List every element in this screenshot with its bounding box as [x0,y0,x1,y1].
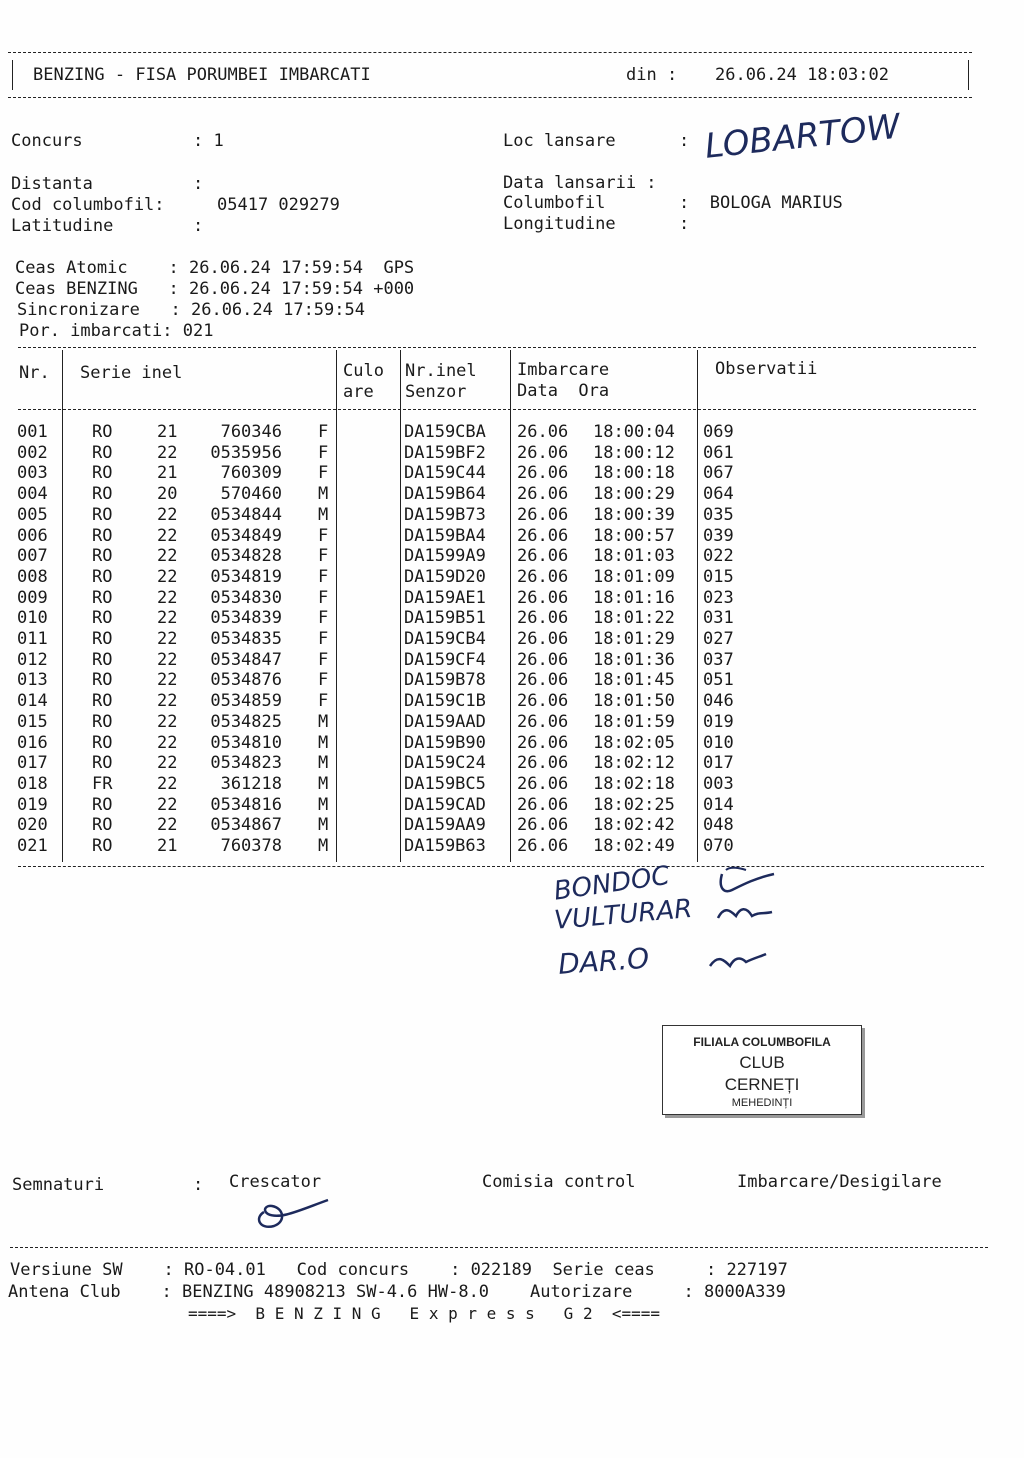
row-year: 22 [157,587,178,608]
row-date: 26.06 [517,711,569,732]
row-sex: M [318,711,329,732]
stamp-line-4: MEHEDINȚI [731,1097,793,1109]
row-date: 26.06 [517,566,569,587]
row-sensor: DA159C44 [404,463,486,484]
row-sensor: DA159BA4 [404,525,486,546]
footer-antena: Antena Club : BENZING 48908213 SW-4.6 HW-8.0 Autorizare : 8000A339 [8,1282,786,1302]
row-sensor: DA159CAD [404,794,486,815]
row-sensor: DA159AAD [404,711,486,732]
report-title: BENZING - FISA PORUMBEI IMBARCATI [33,65,371,85]
stamp-line-3: CERNEȚI [724,1075,800,1094]
row-ring: 0534823 [210,753,282,774]
row-time: 18:00:12 [593,442,675,463]
row-country: RO [92,815,113,836]
latitudine-label: Latitudine [11,216,114,236]
row-nr: 014 [17,691,48,712]
col-senzor-header: Senzor [405,382,467,402]
row-year: 22 [157,629,178,649]
col-culoare-header: Culo [343,361,384,381]
row-nr: 008 [17,566,48,587]
row-sex: M [318,815,329,836]
row-sex: F [318,566,329,587]
row-date: 26.06 [517,691,569,712]
row-obs: 017 [703,753,734,774]
row-country: RO [92,670,113,691]
row-sex: F [318,525,329,546]
semnaturi-colon: : [193,1175,204,1195]
distanta-label: Distanta [11,174,93,194]
row-sensor: DA159C24 [404,753,486,774]
row-year: 20 [157,484,178,505]
comisia-label: Comisia control [482,1172,636,1192]
row-year: 22 [157,546,178,567]
row-year: 22 [157,649,178,670]
row-year: 22 [157,732,178,753]
col-observatii-header: Observatii [715,359,818,379]
row-country: RO [92,794,113,815]
row-date: 26.06 [517,504,569,525]
row-nr: 021 [17,836,48,856]
row-ring: 0534825 [210,711,282,732]
club-stamp [662,1025,862,1115]
row-ring: 0534844 [210,504,282,525]
row-ring: 0534839 [210,608,282,629]
data-lansarii-label: Data lansarii : [503,173,657,193]
row-time: 18:00:39 [593,504,675,525]
row-sex: F [318,422,329,442]
row-sex: F [318,629,329,649]
row-ring: 760346 [220,422,282,442]
row-time: 18:01:50 [593,691,675,712]
report-datetime: 26.06.24 18:03:02 [715,65,889,85]
row-country: RO [92,504,113,525]
col-data-ora-header: Data Ora [517,381,610,401]
row-sex: M [318,484,329,505]
row-sex: F [318,546,329,567]
row-ring: 361218 [220,773,282,794]
row-country: FR [92,773,113,794]
row-date: 26.06 [517,587,569,608]
initials-marks [700,860,790,980]
loc-lansare-handwritten: LOBARTOW [703,106,903,167]
row-sensor: DA159B63 [404,836,486,856]
row-nr: 019 [17,794,48,815]
row-year: 21 [157,463,178,484]
row-country: RO [92,608,113,629]
row-time: 18:02:05 [593,732,675,753]
col-serie-header: Serie inel [80,363,183,383]
row-country: RO [92,442,113,463]
row-ring: 0534849 [210,525,282,546]
row-time: 18:00:18 [593,463,675,484]
row-sex: F [318,442,329,463]
row-date: 26.06 [517,732,569,753]
ceas-atomic: Ceas Atomic : 26.06.24 17:59:54 GPS [15,258,415,278]
col-nr-header: Nr. [19,363,50,383]
row-ring: 0534828 [210,546,282,567]
row-time: 18:01:16 [593,587,675,608]
row-nr: 016 [17,732,48,753]
row-time: 18:01:59 [593,711,675,732]
row-ring: 0534819 [210,566,282,587]
row-nr: 012 [17,649,48,670]
row-time: 18:01:45 [593,670,675,691]
row-year: 22 [157,794,178,815]
cod-columbofil-label: Cod columbofil: [11,195,165,215]
row-country: RO [92,566,113,587]
row-obs: 027 [703,629,734,649]
row-ring: 0534859 [210,691,282,712]
stamp-line-1: FILIALA COLUMBOFILA [693,1035,831,1049]
row-obs: 015 [703,566,734,587]
row-nr: 013 [17,670,48,691]
row-time: 18:01:29 [593,629,675,649]
row-date: 26.06 [517,753,569,774]
loc-lansare-label: Loc lansare [503,131,616,151]
row-time: 18:01:22 [593,608,675,629]
sincronizare: Sincronizare : 26.06.24 17:59:54 [17,300,365,320]
row-nr: 006 [17,525,48,546]
note-bondoc: BONDOC [552,860,672,907]
row-nr: 003 [17,463,48,484]
row-ring: 0534867 [210,815,282,836]
row-nr: 018 [17,773,48,794]
row-country: RO [92,753,113,774]
row-sensor: DA159B78 [404,670,486,691]
row-date: 26.06 [517,463,569,484]
row-time: 18:02:18 [593,773,675,794]
row-time: 18:01:09 [593,566,675,587]
row-sensor: DA159AA9 [404,815,486,836]
row-time: 18:02:12 [593,753,675,774]
columbofil-label: Columbofil [503,193,606,213]
row-date: 26.06 [517,525,569,546]
crescator-signature [250,1192,340,1237]
row-country: RO [92,463,113,484]
row-sensor: DA159D20 [404,566,486,587]
row-sex: M [318,732,329,753]
row-date: 26.06 [517,546,569,567]
ceas-benzing: Ceas BENZING : 26.06.24 17:59:54 +000 [15,279,415,299]
columbofil-value: : BOLOGA MARIUS [679,193,843,213]
row-sensor: DA159CF4 [404,649,486,670]
row-nr: 007 [17,546,48,567]
col-culoare-header-2: are [343,382,374,402]
row-country: RO [92,484,113,505]
row-obs: 070 [703,836,734,856]
row-time: 18:00:57 [593,525,675,546]
row-year: 22 [157,504,178,525]
row-sex: F [318,608,329,629]
row-ring: 570460 [220,484,282,505]
row-sex: M [318,504,329,525]
row-sensor: DA159C1B [404,691,486,712]
row-date: 26.06 [517,794,569,815]
row-nr: 004 [17,484,48,505]
row-date: 26.06 [517,422,569,442]
row-obs: 035 [703,504,734,525]
row-sensor: DA159AE1 [404,587,486,608]
row-obs: 014 [703,794,734,815]
row-year: 21 [157,422,178,442]
row-sensor: DA159BC5 [404,773,486,794]
row-sex: F [318,649,329,670]
row-country: RO [92,546,113,567]
row-year: 22 [157,815,178,836]
imbarcare-desigilare-label: Imbarcare/Desigilare [737,1172,942,1192]
row-date: 26.06 [517,836,569,856]
row-ring: 760378 [220,836,282,856]
row-date: 26.06 [517,484,569,505]
row-year: 22 [157,773,178,794]
row-year: 22 [157,691,178,712]
row-date: 26.06 [517,608,569,629]
row-obs: 037 [703,649,734,670]
row-ring: 0534816 [210,794,282,815]
row-country: RO [92,732,113,753]
row-obs: 064 [703,484,734,505]
note-vulturar: VULTURAR [553,893,694,936]
row-obs: 069 [703,422,734,442]
row-time: 18:01:36 [593,649,675,670]
row-obs: 023 [703,587,734,608]
row-ring: 0534876 [210,670,282,691]
row-ring: 760309 [220,463,282,484]
footer-versiune: Versiune SW : RO-04.01 Cod concurs : 022189 Serie ceas : 227197 [10,1260,788,1280]
row-sensor: DA159B90 [404,732,486,753]
row-ring: 0534847 [210,649,282,670]
row-obs: 022 [703,546,734,567]
footer-brand: ====> B E N Z I N G E x p r e s s G 2 <==== [188,1304,661,1323]
row-country: RO [92,587,113,608]
concurs-value: : 1 [193,131,224,151]
row-year: 21 [157,836,178,856]
row-obs: 039 [703,525,734,546]
row-sex: F [318,463,329,484]
row-obs: 048 [703,815,734,836]
row-date: 26.06 [517,815,569,836]
row-time: 18:02:25 [593,794,675,815]
row-date: 26.06 [517,442,569,463]
row-nr: 017 [17,753,48,774]
row-year: 22 [157,753,178,774]
row-ring: 0534830 [210,587,282,608]
row-country: RO [92,422,113,442]
row-nr: 010 [17,608,48,629]
row-obs: 010 [703,732,734,753]
row-sex: M [318,773,329,794]
row-date: 26.06 [517,773,569,794]
cod-columbofil-value: 05417 029279 [217,195,340,215]
row-country: RO [92,836,113,856]
row-sensor: DA1599A9 [404,546,486,567]
row-sex: M [318,794,329,815]
row-year: 22 [157,442,178,463]
row-obs: 051 [703,670,734,691]
row-nr: 005 [17,504,48,525]
row-sensor: DA159CBA [404,422,486,442]
row-time: 18:01:03 [593,546,675,567]
row-year: 22 [157,566,178,587]
stamp-line-2: CLUB [739,1053,785,1072]
concurs-label: Concurs [11,131,83,151]
row-obs: 003 [703,773,734,794]
row-sensor: DA159B51 [404,608,486,629]
row-obs: 067 [703,463,734,484]
row-obs: 046 [703,691,734,712]
row-ring: 0534835 [210,629,282,649]
row-time: 18:02:42 [593,815,675,836]
row-sex: F [318,587,329,608]
row-nr: 011 [17,629,48,649]
row-sex: M [318,836,329,856]
row-country: RO [92,629,113,649]
row-time: 18:00:04 [593,422,675,442]
row-ring: 0535956 [210,442,282,463]
col-imbarcare-header: Imbarcare [517,360,610,380]
semnaturi-label: Semnaturi [12,1175,105,1195]
row-date: 26.06 [517,670,569,691]
row-ring: 0534810 [210,732,282,753]
distanta-value: : [193,174,204,194]
row-nr: 002 [17,442,48,463]
row-obs: 031 [703,608,734,629]
row-sex: F [318,691,329,712]
row-year: 22 [157,525,178,546]
row-year: 22 [157,711,178,732]
row-country: RO [92,691,113,712]
loc-lansare-colon: : [679,131,690,151]
row-year: 22 [157,670,178,691]
din-label: din : [626,65,678,85]
row-sensor: DA159B64 [404,484,486,505]
row-nr: 015 [17,711,48,732]
longitudine-value: : [679,214,690,234]
crescator-label: Crescator [229,1172,322,1192]
row-country: RO [92,649,113,670]
latitudine-value: : [193,216,204,236]
row-date: 26.06 [517,649,569,670]
col-nrinel-header: Nr.inel [405,361,477,381]
row-country: RO [92,525,113,546]
note-daro: DAR.O [557,941,651,981]
row-country: RO [92,711,113,732]
row-sensor: DA159CB4 [404,629,486,649]
row-obs: 061 [703,442,734,463]
porumbei-imbarcati: Por. imbarcati: 021 [19,321,214,341]
row-sex: M [318,753,329,774]
row-nr: 009 [17,587,48,608]
row-obs: 019 [703,711,734,732]
row-time: 18:00:29 [593,484,675,505]
row-date: 26.06 [517,629,569,649]
row-nr: 001 [17,422,48,442]
longitudine-label: Longitudine [503,214,616,234]
row-year: 22 [157,608,178,629]
row-nr: 020 [17,815,48,836]
row-sensor: DA159B73 [404,504,486,525]
row-sensor: DA159BF2 [404,442,486,463]
row-sex: F [318,670,329,691]
row-time: 18:02:49 [593,836,675,856]
